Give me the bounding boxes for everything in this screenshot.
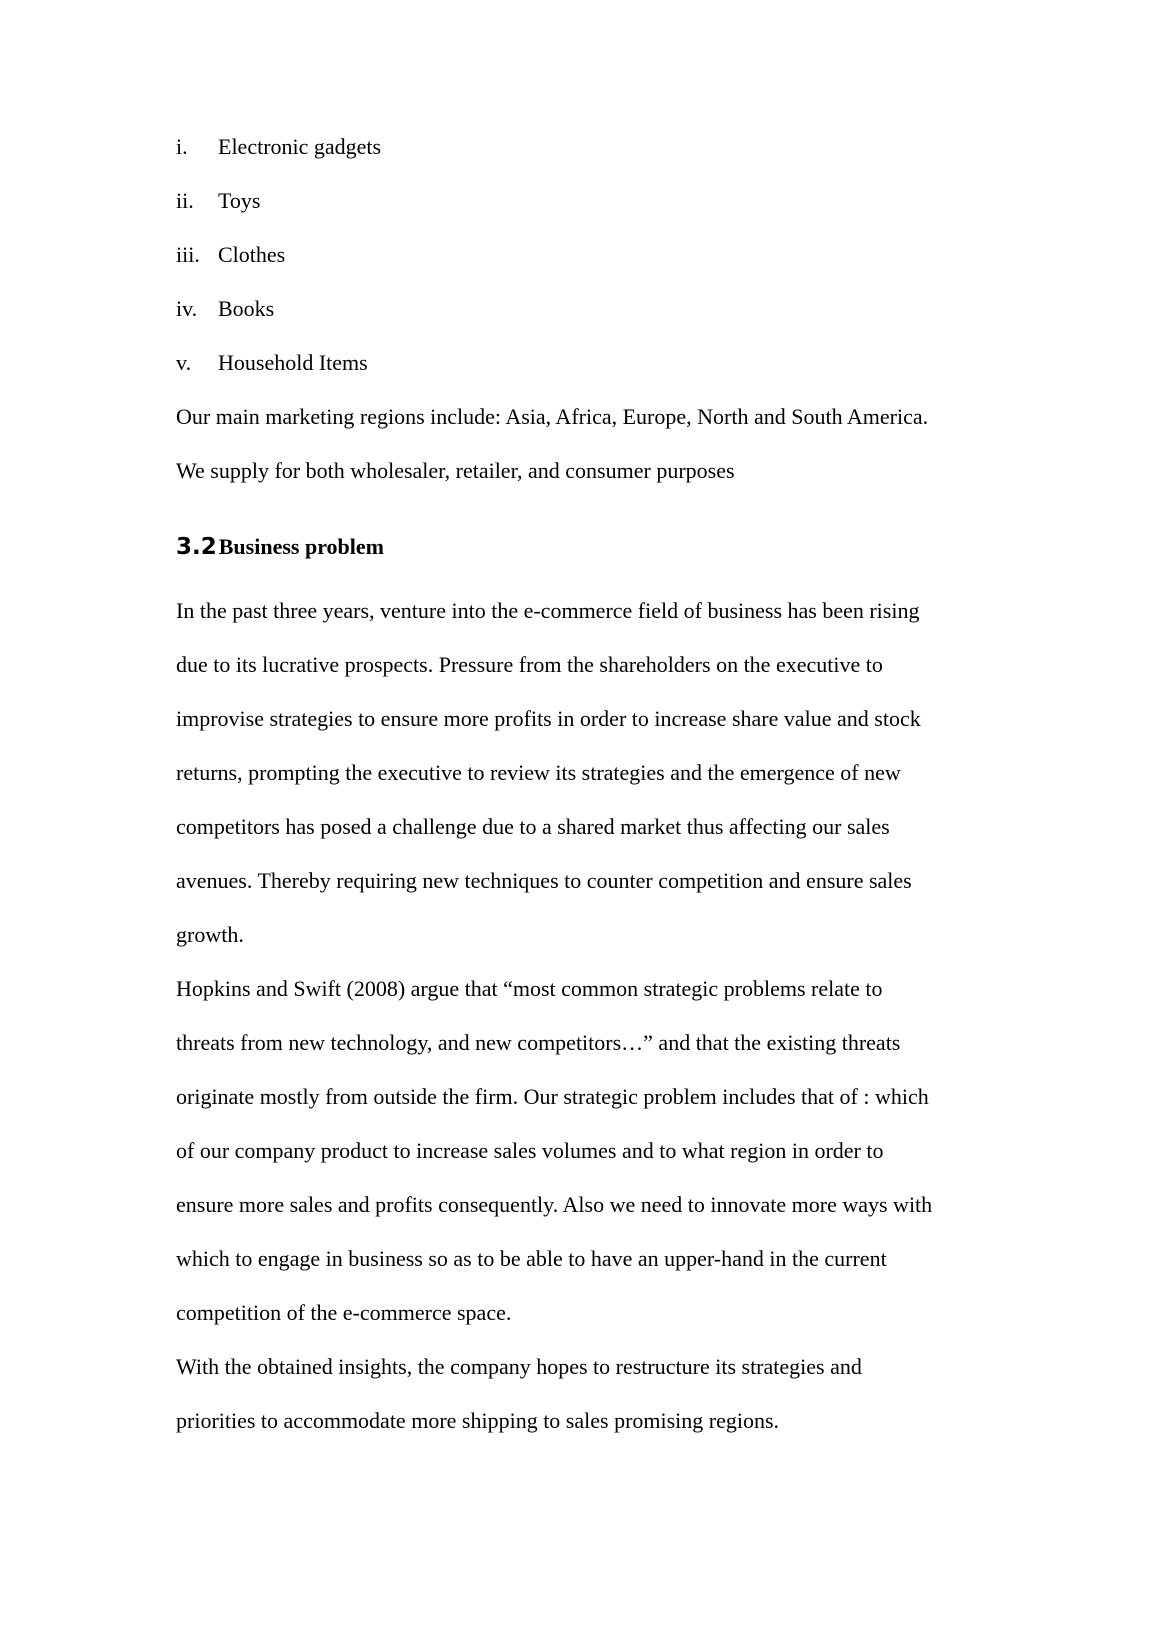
list-item xyxy=(176,188,996,242)
paragraph-line: competition of the e-commerce space. xyxy=(176,1300,512,1325)
paragraph-line: competitors has posed a challenge due to a shared market thus affecting our sales xyxy=(176,814,890,839)
paragraph-line: threats from new technology, and new competitors…” and that the existing threats xyxy=(176,1030,901,1055)
paragraph-insights xyxy=(176,1354,996,1462)
list-marker: v. xyxy=(176,350,192,375)
supply-line: We supply for both wholesaler, retailer, and consumer purposes xyxy=(176,458,735,483)
paragraph-line: which to engage in business so as to be able to have an upper-hand in the current xyxy=(176,1246,887,1271)
list-item-text: Books xyxy=(218,296,275,321)
list-marker: ii. xyxy=(176,188,194,213)
list-item-text: Electronic gadgets xyxy=(218,134,382,159)
paragraph-strategic-problem xyxy=(176,976,996,1354)
paragraph-line: ensure more sales and profits consequently. Also we need to innovate more ways with xyxy=(176,1192,933,1217)
list-marker: i. xyxy=(176,134,188,159)
paragraph-line: improvise strategies to ensure more profits in order to increase share value and stock xyxy=(176,706,921,731)
paragraph-line: growth. xyxy=(176,922,244,947)
product-list xyxy=(176,134,996,404)
list-marker: iv. xyxy=(176,296,198,321)
list-item xyxy=(176,242,996,296)
section-number: 3.2 xyxy=(176,534,217,560)
regions-line: Our main marketing regions include: Asia, Africa, Europe, North and South America. xyxy=(176,404,929,429)
paragraph-line: of our company product to increase sales volumes and to what region in order to xyxy=(176,1138,884,1163)
paragraph-business-context xyxy=(176,598,996,976)
paragraph-line: Hopkins and Swift (2008) argue that “most common strategic problems relate to xyxy=(176,976,883,1001)
list-item xyxy=(176,134,996,188)
paragraph-line: avenues. Thereby requiring new techniques to counter competition and ensure sales xyxy=(176,868,912,893)
section-heading xyxy=(176,534,996,584)
list-item-text: Household Items xyxy=(218,350,368,375)
paragraph-line: returns, prompting the executive to review its strategies and the emergence of new xyxy=(176,760,901,785)
list-marker: iii. xyxy=(176,242,200,267)
paragraph-line: priorities to accommodate more shipping to sales promising regions. xyxy=(176,1408,780,1433)
list-item xyxy=(176,350,996,404)
document-body xyxy=(176,134,996,1462)
list-item-text: Toys xyxy=(218,188,261,213)
paragraph-line: In the past three years, venture into the e-commerce field of business has been rising xyxy=(176,598,920,623)
paragraph-line: originate mostly from outside the firm. Our strategic problem includes that of : which xyxy=(176,1084,929,1109)
paragraph-line: With the obtained insights, the company hopes to restructure its strategies and xyxy=(176,1354,862,1379)
paragraph-line: due to its lucrative prospects. Pressure from the shareholders on the executive to xyxy=(176,652,883,677)
section-title: Business problem xyxy=(218,534,384,559)
list-item xyxy=(176,296,996,350)
list-item-text: Clothes xyxy=(218,242,286,267)
